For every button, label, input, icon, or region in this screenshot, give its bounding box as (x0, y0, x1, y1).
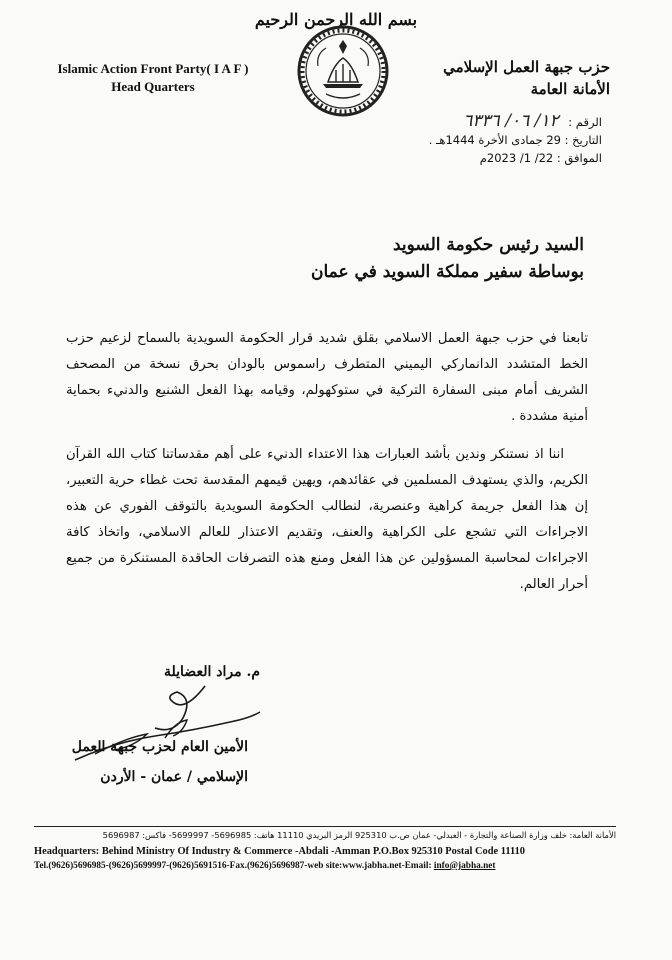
footer-address-arabic: الأمانة العامة: خلف وزارة الصناعة والتجارة - العبدلي- عمان ص.ب 925310 الرمز البريدي 11110 هاتف: 5696985- 5699997- فاكس: 5696987 (102, 830, 616, 840)
general-secretariat-label: الأمانة العامة (530, 80, 610, 98)
addressee-block (164, 232, 584, 286)
party-name-english: Islamic Action Front Party( I A F ) (57, 61, 249, 76)
body-paragraph-2: اننا اذ نستنكر وندين بأشد العبارات هذا الاعتداء الدنيء على أهم مقدساتنا كتاب الله القرآن الكريم، والذي يستهدف المسلمين في عقائدهم، ويهين قيمهم المقدسة تحت غطاء حرية التعبير، إن هذا الفعل جريمة كراهية وعنصرية، لنطالب الحكومة السويدية بالتوقف الفوري عن هذه الاجراءات التي تشجع على الكراهية والعنف، وتقديم الاعتذار للعالم الاسلامي، واتخاذ كافة الاجراءات لمحاسبة المسؤولين عن هذا الفعل ومنع هذه التصرفات الحاقدة المستنكرة من جميع أحرار العالم. (66, 447, 588, 592)
signatory-title (48, 732, 248, 792)
footer-contact-numbers: Tel.(9626)5696985-(9626)5699997-(9626)5691516-Fax.(9626)5696987-web site:www.jabha.net-Email: (34, 861, 434, 871)
footer-email-link[interactable]: info@jabha.net (433, 861, 496, 871)
letter-body (66, 326, 588, 598)
signatory-title-line-1: الأمين العام لحزب جبهة العمل (71, 739, 248, 755)
signatory-name: م. مراد العضايلة (164, 664, 260, 680)
party-name-arabic: حزب جبهة العمل الإسلامي (443, 58, 610, 76)
reference-number (322, 112, 602, 131)
reference-label: الرقم : (568, 115, 602, 129)
addressee-line-2: بوساطة سفير مملكة السويد في عمان (310, 262, 584, 282)
signatory-title-line-2: الإسلامي / عمان - الأردن (100, 769, 248, 785)
header-arabic (410, 56, 610, 100)
reference-value: ١٢/ ٠٦/ ٦٣٣٦ (463, 111, 559, 131)
footer-address-english: Headquarters: Behind Ministry Of Industry & Commerce -Abdali -Amman P.O.Box 925310 Postal Code 11110 (34, 846, 525, 857)
basmala: بسم الله الرحمن الرحيم (254, 10, 418, 29)
footer-contacts (34, 861, 616, 871)
party-emblem-logo (296, 24, 390, 118)
footer-divider (34, 826, 616, 827)
body-paragraph-1: تابعنا في حزب جبهة العمل الاسلامي بقلق شديد قرار الحكومة السويدية بالسماح لزعيم حزب الخط المتشدد الدانماركي اليميني المتطرف راسموس بالودان بحرق نسخة من المصحف الشريف أمام مبنى السفارة التركية في ستوكهولم، وقيامه بهذا الفعل الشنيع والدنيء بحماية أمنية مشددة . (66, 331, 588, 424)
reference-block (322, 112, 602, 167)
addressee-line-1: السيد رئيس حكومة السويد (392, 235, 584, 255)
gregorian-date: الموافق : 22/ 1/ 2023م (479, 151, 602, 165)
head-quarters-label: Head Quarters (111, 79, 195, 94)
header-english (38, 60, 268, 96)
hijri-date: التاريخ : 29 جمادى الأخرة 1444هـ . (428, 133, 602, 147)
